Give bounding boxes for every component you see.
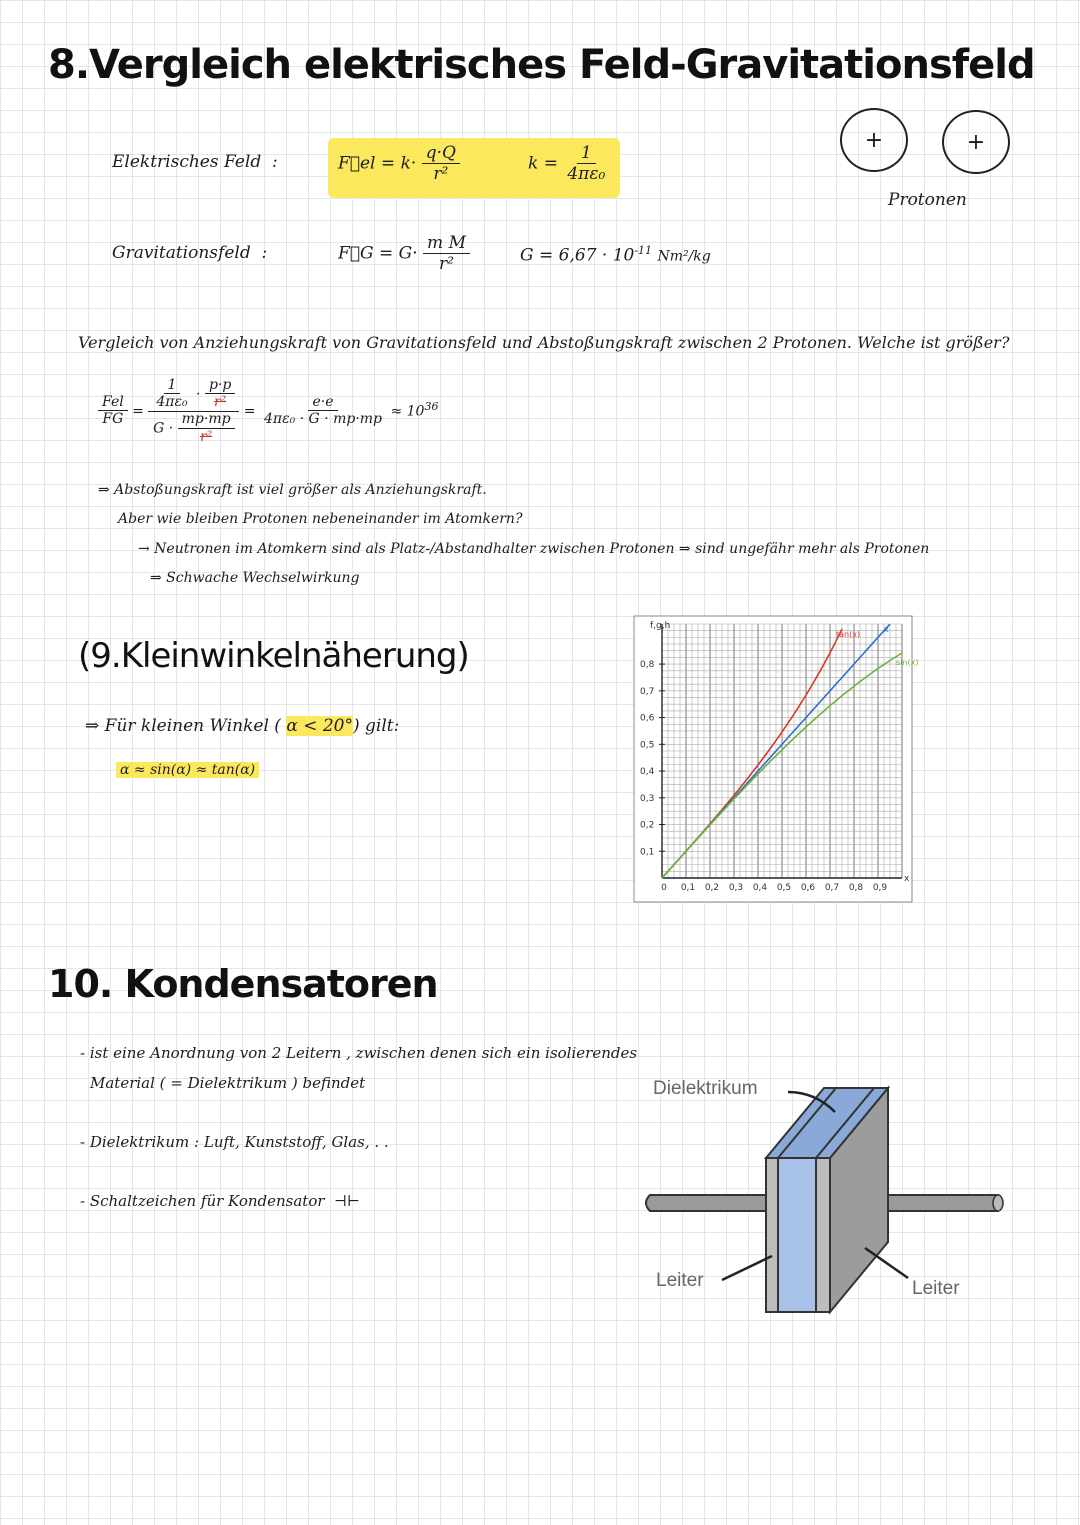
x-tick-label: 0,2 xyxy=(704,883,720,893)
y-tick-label: 0,4 xyxy=(640,767,655,778)
section-8-title: 8.Vergleich elektrisches Feld-Gravitationsfeld xyxy=(48,42,1035,88)
series-label-tan: tan(x) xyxy=(836,629,861,639)
proton-circle-2: + xyxy=(942,110,1010,174)
chart-grid xyxy=(662,624,902,878)
x-tick-label: 0,5 xyxy=(776,883,792,893)
small-angle-formula: α ≈ sin(α) ≈ tan(α) xyxy=(116,762,259,778)
dielectric-layer xyxy=(778,1158,816,1312)
conductor-plate-left xyxy=(766,1158,778,1312)
diagram-label-conductor-left: Leiter xyxy=(656,1270,704,1291)
coulomb-constant: k = $\frac{1}{\text{4πε₀}}$ xyxy=(528,143,606,184)
capacitor-definition-line2: Material ( = Dielektrikum ) befindet xyxy=(90,1074,366,1092)
protons-label: Protonen xyxy=(888,190,967,210)
y-tick-label: 0,1 xyxy=(640,847,655,858)
diagram-label-conductor-right: Leiter xyxy=(912,1278,960,1299)
y-axis-label: f,g,h xyxy=(650,621,671,631)
y-tick-label: 0,6 xyxy=(640,713,655,724)
dielectric-examples: - Dielektrikum : Luft, Kunststoff, Glas, . . xyxy=(80,1133,389,1151)
x-tick-label: 0,4 xyxy=(752,883,768,893)
capacitor-symbol: ⊣⊢ xyxy=(334,1192,360,1210)
diagram-label-dielectric: Dielektrikum xyxy=(653,1078,758,1099)
section-10-title: 10. Kondensatoren xyxy=(48,962,438,1006)
x-axis-label: x xyxy=(904,874,910,884)
force-ratio-formula: $\frac{\text{Fel}}{FG}$ = $\frac{1}{\text{4πε₀}}$ · $\frac{p\cdot p}{\text{r²}}$ G · $\frac{mp\cdot mp}{\text{r²}}$ = $\frac{e\cdot e}{\text{4πε₀ · G · mp·mp}}$ ≈ $10^{36}$ xyxy=(98,378,438,445)
capacitor-symbol-text: - Schaltzeichen für Kondensator ⊣⊢ xyxy=(80,1192,360,1210)
conclusion-neutrons: → Neutronen im Atomkern sind als Platz-/Abstandhalter zwischen Protonen ⇒ sind ungefähr mehr als Protonen xyxy=(138,541,930,557)
comparison-question: Vergleich von Anziehungskraft von Gravitationsfeld und Abstoßungskraft zwischen 2 Protonen. Welche ist größer? xyxy=(78,333,1010,352)
x-tick-label: 0,9 xyxy=(872,883,888,893)
small-angle-chart xyxy=(634,616,919,902)
x-tick-label: 0,7 xyxy=(824,883,840,893)
proton-circle-1: + xyxy=(840,108,908,172)
y-tick-label: 0,5 xyxy=(640,740,655,751)
small-angle-statement: ⇒ Für kleinen Winkel ( α < 20°) gilt: xyxy=(85,716,400,736)
conclusion-repulsion: ⇒ Abstoßungskraft ist viel größer als Anziehungskraft. xyxy=(98,482,487,498)
x-tick-label: 0,1 xyxy=(680,883,696,893)
x-tick-label: 0,8 xyxy=(848,883,864,893)
x-tick-label: 0,6 xyxy=(800,883,816,893)
gravity-constant: $G = 6,67 \cdot 10^{-11}$ Nm²/kg xyxy=(520,244,711,266)
y-tick-label: 0,8 xyxy=(640,660,655,671)
conclusion-question: Aber wie bleiben Protonen nebeneinander im Atomkern? xyxy=(118,511,523,527)
y-tick-label: 0,2 xyxy=(640,820,655,831)
capacitor-definition-line1: - ist eine Anordnung von 2 Leitern , zwischen denen sich ein isolierendes xyxy=(80,1044,638,1062)
gravity-field-label: Gravitationsfeld : xyxy=(112,243,268,263)
electric-force-formula: F⃗el = k· $\frac{q\cdot Q}{\text{r²}}$ xyxy=(338,144,460,184)
gravity-force-formula: F⃗G = G· $\frac{\text{m M}}{\text{r²}}$ xyxy=(338,234,470,274)
y-tick-label: 0,3 xyxy=(640,793,655,804)
series-label-sin: sin(x) xyxy=(896,658,919,668)
series-label-id: x xyxy=(884,625,889,634)
left-wire xyxy=(646,1195,775,1211)
x-tick-label: 0,3 xyxy=(728,883,744,893)
y-tick-label: 0,7 xyxy=(640,686,655,697)
conclusion-weak-interaction: ⇒ Schwache Wechselwirkung xyxy=(150,570,360,586)
conductor-plate-right xyxy=(816,1158,830,1312)
x-tick-label: 0 xyxy=(661,883,667,893)
section-9-title: (9.Kleinwinkelnäherung) xyxy=(78,636,469,676)
electric-field-label: Elektrisches Feld : xyxy=(112,152,278,172)
